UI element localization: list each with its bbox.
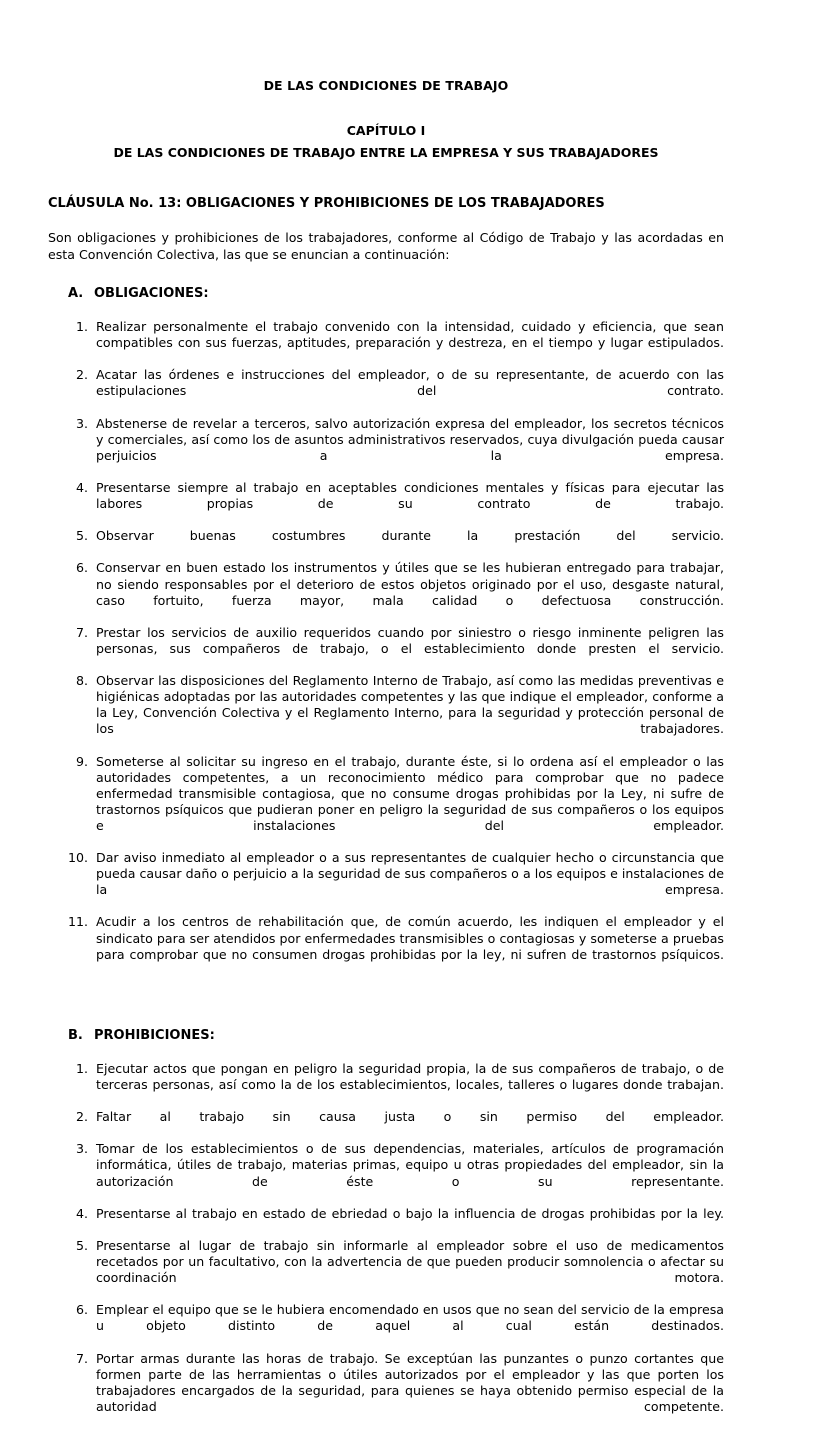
list-item <box>48 1141 724 1205</box>
list-item-number: 4. <box>75 479 88 495</box>
list-item-text: Acudir a los centros de rehabilitación que, de común acuerdo, les indiquen el empleador y el sindicato para ser atendidos por enfermedades transmisibles o contagiosas y someterse a pruebas para comprobar que no consumen drogas prohibidas por la ley, ni sufren de trastornos psíquicos. <box>96 914 724 962</box>
list-item-number: 10. <box>67 850 88 866</box>
list-item-number: 6. <box>75 1302 88 1318</box>
list-item-text: Faltar al trabajo sin causa justa o sin permiso del empleador. <box>96 1109 724 1125</box>
chapter-subtitle: DE LAS CONDICIONES DE TRABAJO ENTRE LA EMPRESA Y SUS TRABAJADORES <box>113 145 659 160</box>
list-item <box>48 528 724 560</box>
section-heading-prohibiciones <box>48 979 724 1044</box>
list-item <box>48 1109 724 1141</box>
section-letter: B. <box>68 1027 83 1043</box>
chapter-heading <box>48 94 724 164</box>
list-item-text: Presentarse siempre al trabajo en aceptables condiciones mentales y físicas para ejecutar las labores propias de su contrato de trabajo. <box>96 479 724 512</box>
list-item-text: Realizar personalmente el trabajo convenido con la intensidad, cuidado y eficiencia, que sean compatibles con sus fuerzas, aptitudes, preparación y destreza, en el tiempo y lugar estipulados. <box>96 319 724 351</box>
list-item-number: 2. <box>75 1109 88 1125</box>
obligaciones-list <box>48 302 724 979</box>
list-item-text: Someterse al solicitar su ingreso en el trabajo, durante éste, si lo ordena así el empleador o las autoridades competentes, a un reconocimiento médico para comprobar que no padece enfermedad transmisible contagiosa, que no consume drogas prohibidas por la Ley, ni sufre de trastornos psíquicos que pudieran poner en peligro la seguridad de sus compañeros o los equipos e instalaciones del empleador. <box>96 753 724 833</box>
list-item <box>48 1302 724 1350</box>
list-item <box>48 754 724 851</box>
list-item-number: 6. <box>75 560 88 576</box>
list-item-number: 4. <box>75 1205 88 1221</box>
document-title: DE LAS CONDICIONES DE TRABAJO <box>263 78 509 93</box>
list-item-text: Acatar las órdenes e instrucciones del empleador, o de su representante, de acuerdo con las estipulaciones del contrato. <box>96 367 724 399</box>
list-item-number: 3. <box>75 1141 88 1157</box>
list-item-number: 7. <box>75 1350 88 1366</box>
list-item <box>48 625 724 673</box>
list-item-text: Tomar de los establecimientos o de sus dependencias, materiales, artículos de programación informática, útiles de trabajo, materias primas, equipo u otras propiedades del empleador, sin la autorización de éste o su representante. <box>96 1141 724 1189</box>
list-item-number: 1. <box>75 1060 88 1076</box>
list-item <box>48 319 724 367</box>
list-item-number: 8. <box>75 673 88 689</box>
list-item <box>48 560 724 624</box>
list-item-text: Presentarse al trabajo en estado de ebriedad o bajo la influencia de drogas prohibidas por la ley. <box>96 1205 724 1221</box>
list-item-number: 3. <box>75 415 88 431</box>
list-item <box>48 850 724 914</box>
document-content <box>48 0 724 1431</box>
list-item-text: Dar aviso inmediato al empleador o a sus representantes de cualquier hecho o circunstancia que pueda causar daño o perjuicio a la seguridad de sus compañeros o a los equipos e instalaciones de la empresa. <box>96 850 724 898</box>
chapter-label: CAPÍTULO I <box>346 123 426 138</box>
list-item-text: Observar las disposiciones del Reglamento Interno de Trabajo, así como las medidas preventivas e higiénicas adoptadas por las autoridades competentes y las que indique el empleador, conforme a la Ley, Convención Colectiva y el Reglamento Interno, para la seguridad y protección personal de los trabajadores. <box>96 673 724 737</box>
list-item <box>48 1351 724 1431</box>
list-item-text: Observar buenas costumbres durante la prestación del servicio. <box>96 528 724 544</box>
list-item-text: Abstenerse de revelar a terceros, salvo autorización expresa del empleador, los secretos técnicos y comerciales, así como los de asuntos administrativos reservados, cuya divulgación pueda causar perjuicios a la empresa. <box>96 415 724 463</box>
list-item-text: Prestar los servicios de auxilio requeridos cuando por siniestro o riesgo inminente peligren las personas, sus compañeros de trabajo, o el establecimiento donde presten el servicio. <box>96 624 724 656</box>
clause-title: CLÁUSULA No. 13: OBLIGACIONES Y PROHIBICIONES DE LOS TRABAJADORES <box>48 196 605 211</box>
list-item <box>48 1061 724 1109</box>
list-item <box>48 914 724 978</box>
list-item-text: Ejecutar actos que pongan en peligro la seguridad propia, la de sus compañeros de trabajo, o de terceras personas, así como la de los establecimientos, locales, talleres o lugares donde trabajan. <box>96 1060 724 1092</box>
section-label: OBLIGACIONES: <box>94 286 209 301</box>
list-item-text: Emplear el equipo que se le hubiera encomendado en usos que no sean del servicio de la empresa u objeto distinto de aquel al cual están destinados. <box>96 1302 724 1334</box>
list-item <box>48 416 724 480</box>
list-item <box>48 367 724 415</box>
list-item-text: Presentarse al lugar de trabajo sin informarle al empleador sobre el uso de medicamentos recetados por un facultativo, con la advertencia de que pueden producir somnolencia o afectar su coordinación motora. <box>96 1237 724 1286</box>
section-letter: A. <box>68 286 84 301</box>
list-item <box>48 1206 724 1238</box>
list-item-number: 2. <box>75 367 88 383</box>
list-item-number: 5. <box>75 1237 88 1253</box>
list-item-text: Portar armas durante las horas de trabajo. Se exceptúan las punzantes o punzo cortantes que formen parte de las herramientas o útiles autorizados por el empleador y las que porten los trabajadores encargados de la seguridad, para quienes se haya obtenido permiso especial de la autoridad competente. <box>96 1350 724 1414</box>
list-item <box>48 480 724 528</box>
list-item-number: 7. <box>75 624 88 640</box>
prohibiciones-list <box>48 1044 724 1431</box>
list-item-text: Conservar en buen estado los instrumentos y útiles que se les hubieran entregado para trabajar, no siendo responsables por el deterioro de estos objetos originado por el uso, desgaste natural, caso fortuito, fuerza mayor, mala calidad o defectuosa construcción. <box>96 560 724 608</box>
list-item <box>48 1238 724 1302</box>
section-heading-obligaciones <box>48 263 724 302</box>
list-item-number: 1. <box>75 319 88 334</box>
list-item-number: 11. <box>67 914 88 930</box>
section-label: PROHIBICIONES: <box>94 1027 215 1043</box>
list-item-number: 5. <box>75 528 88 544</box>
intro-paragraph: Son obligaciones y prohibiciones de los trabajadores, conforme al Código de Trabajo y las acordadas en esta Convención Colectiva, las que se enuncian a continuación: <box>48 230 724 262</box>
list-item-number: 9. <box>75 753 88 769</box>
list-item <box>48 673 724 753</box>
